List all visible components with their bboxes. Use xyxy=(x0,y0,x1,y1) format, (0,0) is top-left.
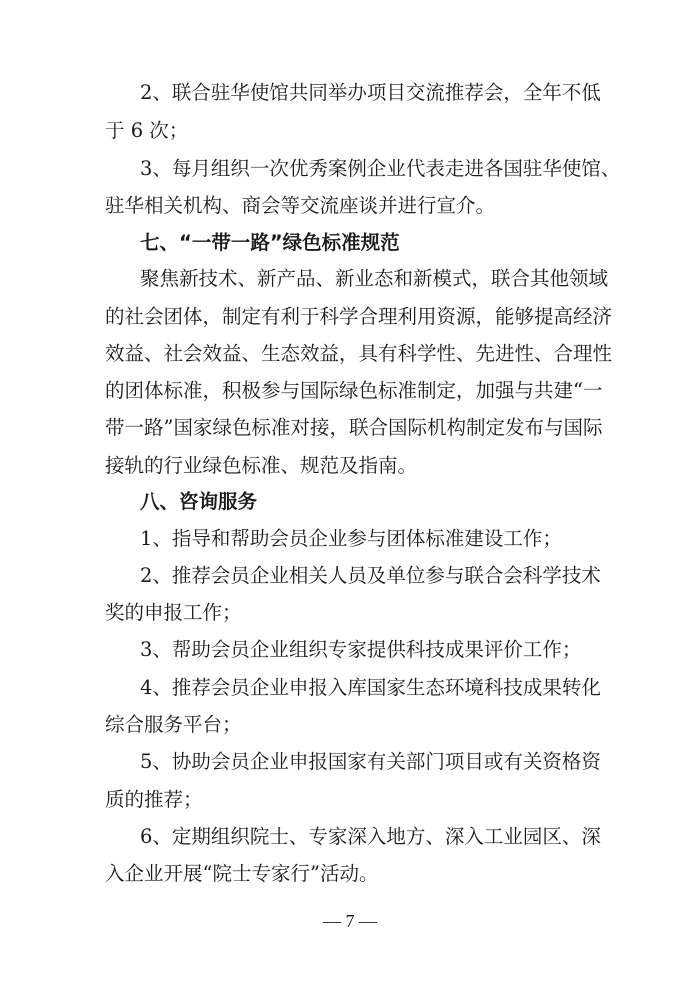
text-line: 效益、社会效益、生态效益，具有科学性、先进性、合理性 xyxy=(105,342,613,365)
text-line: 聚焦新技术、新产品、新业态和新模式，联合其他领域 xyxy=(140,267,609,290)
text-line: 1、指导和帮助会员企业参与团体标准建设工作； xyxy=(140,527,562,550)
text-line: 接轨的行业绿色标准、规范及指南。 xyxy=(105,454,418,477)
section-heading: 七、“一带一路”绿色标准规范 xyxy=(140,231,400,254)
text-line: 带一路”国家绿色标准对接，联合国际机构制定发布与国际 xyxy=(105,416,603,439)
text-line: 6、定期组织院士、专家深入地方、深入工业园区、深 xyxy=(140,825,601,848)
text-line: 的社会团体，制定有利于科学合理利用资源，能够提高经济 xyxy=(105,305,613,328)
text-line: 于 6 次； xyxy=(105,119,189,142)
text-line: 入企业开展“院士专家行”活动。 xyxy=(105,862,379,885)
text-line: 驻华相关机构、商会等交流座谈并进行宣介。 xyxy=(105,194,496,217)
text-line: 的团体标准，积极参与国际绿色标准制定，加强与共建“一 xyxy=(105,379,603,402)
text-line: 质的推荐； xyxy=(105,788,203,811)
text-line: 5、协助会员企业申报国家有关部门项目或有关资格资 xyxy=(140,750,601,773)
text-line: 4、推荐会员企业申报入库国家生态环境科技成果转化 xyxy=(140,676,601,699)
text-line: 3、每月组织一次优秀案例企业代表走进各国驻华使馆、 xyxy=(140,157,621,180)
text-line: 2、联合驻华使馆共同举办项目交流推荐会，全年不低 xyxy=(140,81,601,104)
page-number: — 7 — xyxy=(323,911,377,931)
text-line: 2、推荐会员企业相关人员及单位参与联合会科学技术 xyxy=(140,564,601,587)
text-line: 综合服务平台； xyxy=(105,713,242,736)
text-line: 3、帮助会员企业组织专家提供科技成果评价工作； xyxy=(140,638,582,661)
text-line: 奖的申报工作； xyxy=(105,601,242,624)
section-heading: 八、咨询服务 xyxy=(140,490,258,513)
